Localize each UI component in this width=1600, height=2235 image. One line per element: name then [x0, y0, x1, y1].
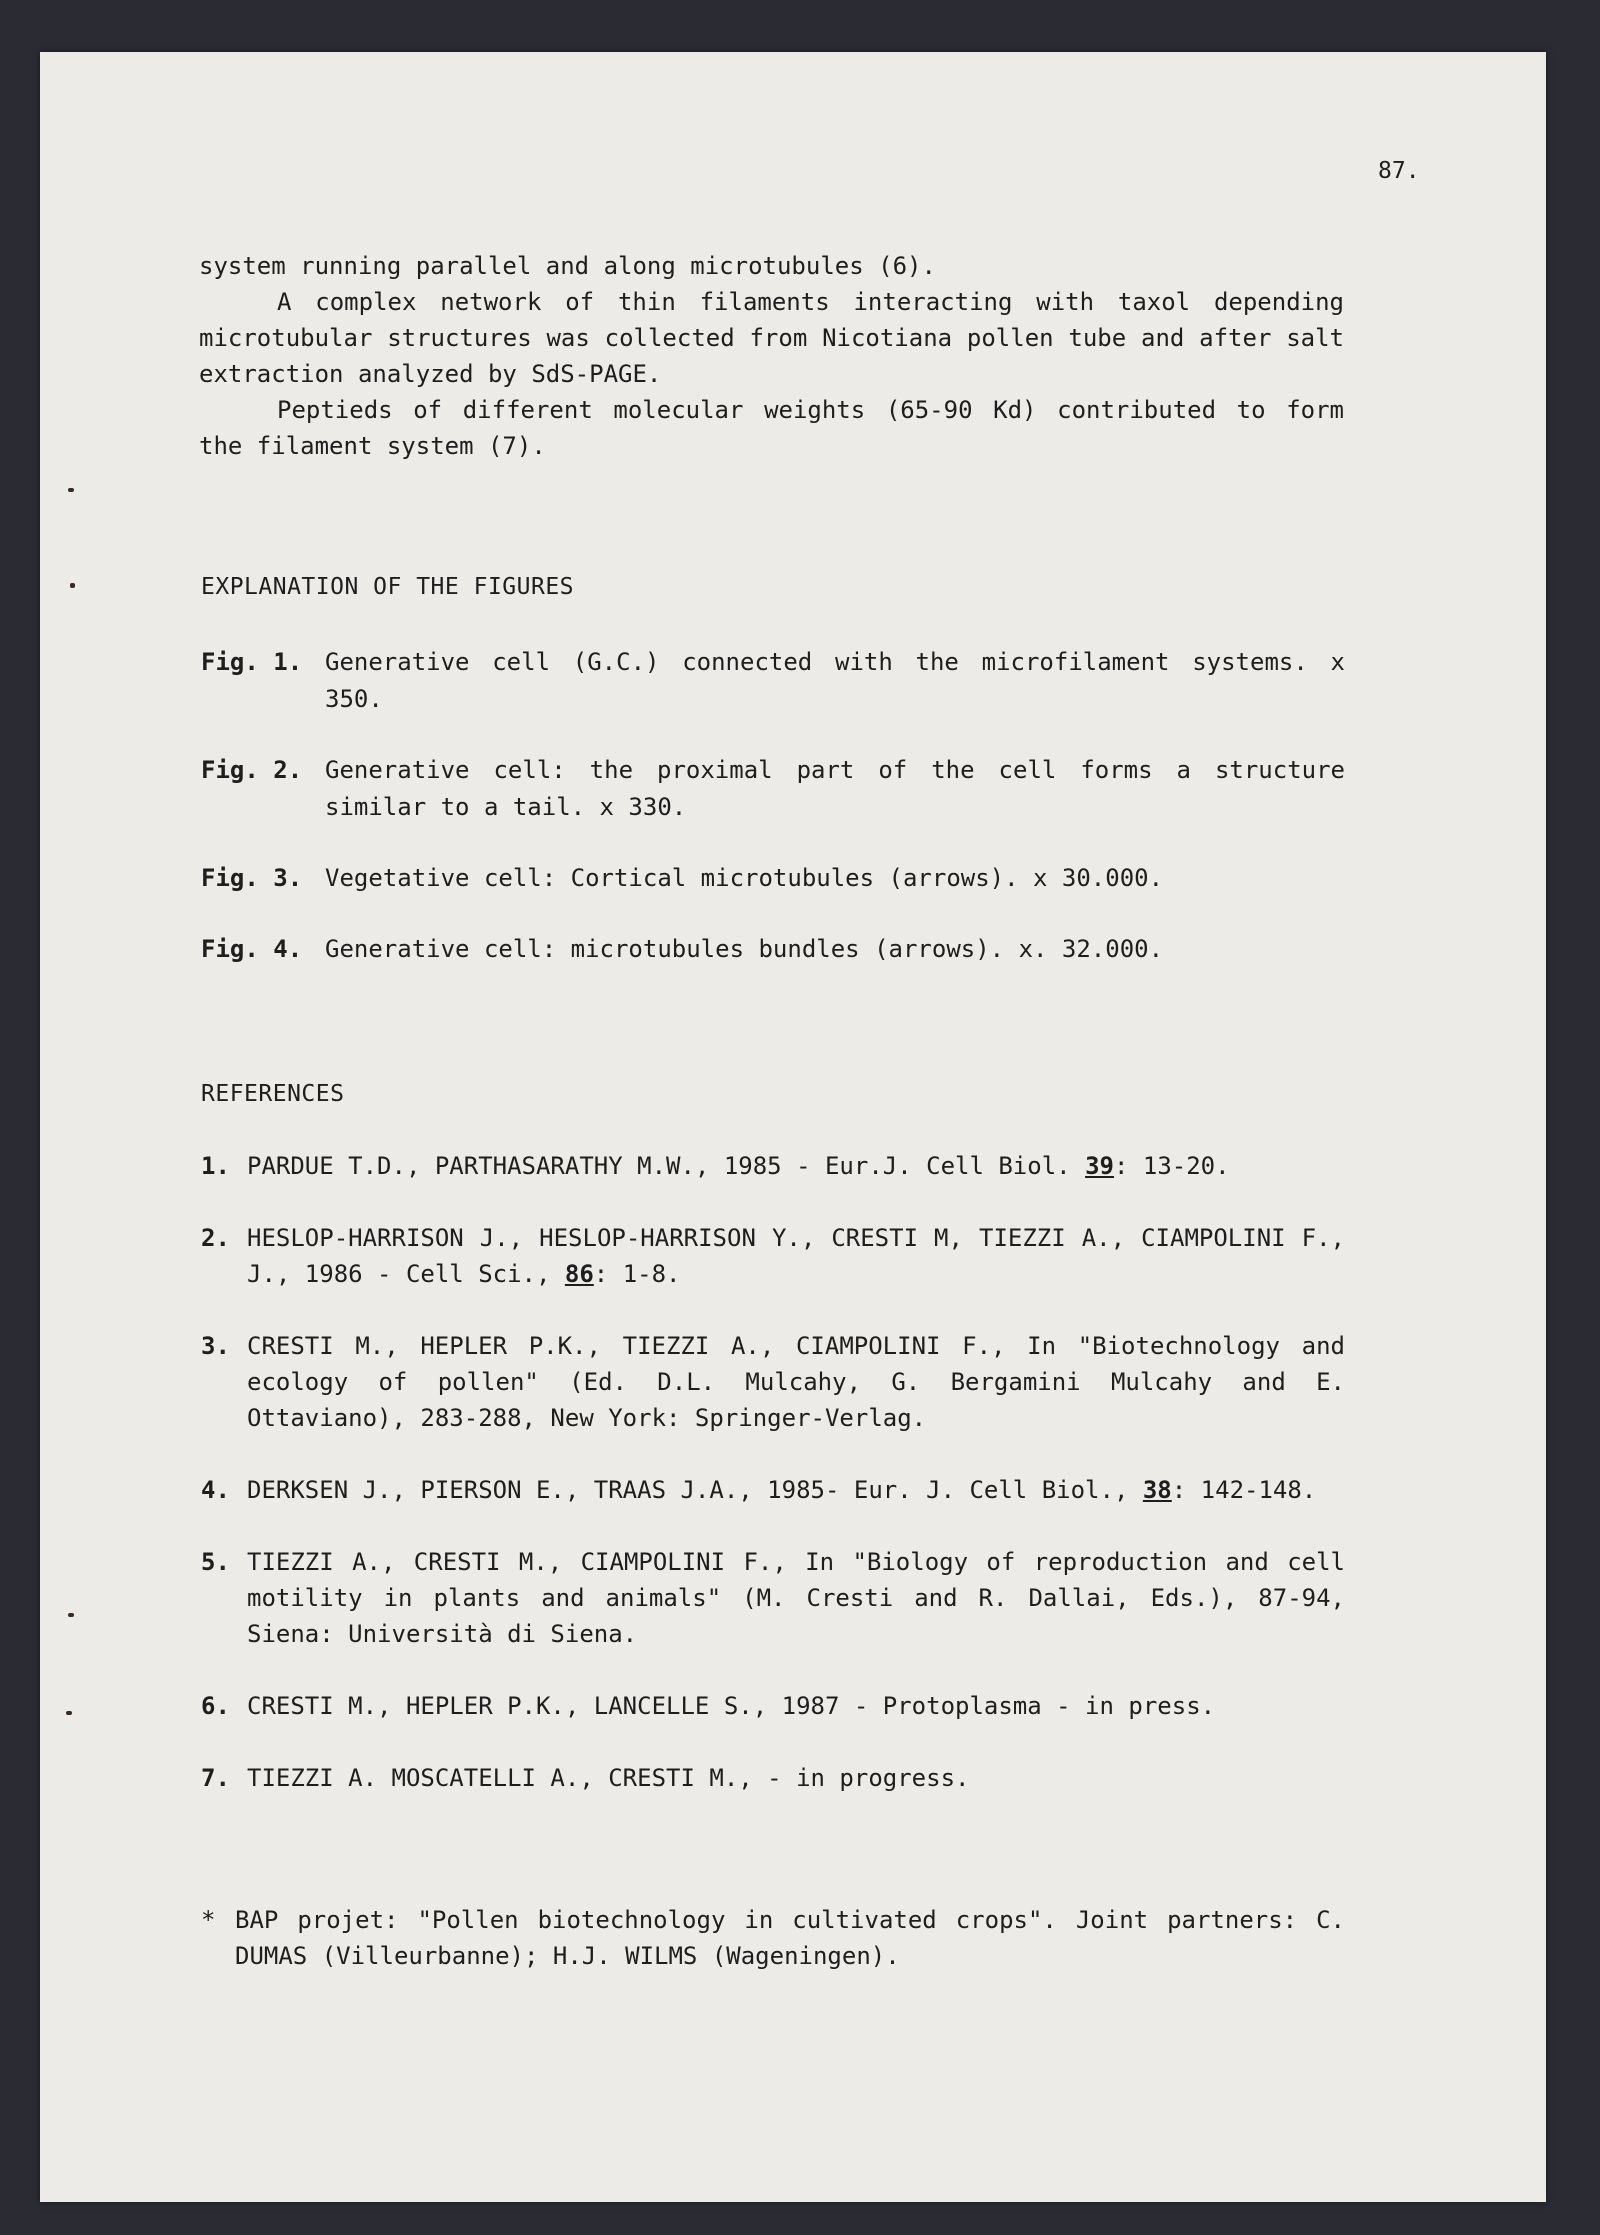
reference-text [247, 1760, 1345, 1796]
page-number: 87. [1378, 158, 1420, 184]
reference-number: 3. [201, 1332, 230, 1360]
reference-text [247, 1220, 1345, 1292]
reference-number: 7. [201, 1764, 230, 1792]
reference-volume: 38 [1142, 1476, 1172, 1504]
reference-text [247, 1148, 1345, 1184]
reference-number: 2. [201, 1224, 230, 1252]
references-heading: REFERENCES [201, 1081, 345, 1107]
scan-mark [68, 1613, 74, 1617]
reference-item [201, 1544, 1345, 1652]
reference-pages: : 142-148. [1171, 1476, 1317, 1504]
reference-item [201, 1220, 1345, 1292]
reference-body: CRESTI M., HEPLER P.K., TIEZZI A., CIAMPOLINI F., In "Biotechnology and ecology of pollen" (Ed. D.L. Mulcahy, G. Bergamini Mulcahy and E. Ottaviano), 283-288, New York: Springer-Verlag. [247, 1332, 1345, 1432]
figure-caption: Generative cell (G.C.) connected with the microfilament systems. x 350. [325, 648, 1345, 713]
reference-body: HESLOP-HARRISON J., HESLOP-HARRISON Y., CRESTI M, TIEZZI A., CIAMPOLINI F., J., 1986 - Cell Sci., [247, 1224, 1345, 1288]
footnote [201, 1902, 1345, 1974]
scan-mark [68, 488, 74, 492]
figure-caption: Generative cell: microtubules bundles (arrows). x. 32.000. [325, 935, 1164, 963]
reference-pages: : 13-20. [1113, 1152, 1230, 1180]
figure-item [201, 931, 1345, 968]
reference-body: CRESTI M., HEPLER P.K., LANCELLE S., 1987 - Protoplasma - in press. [247, 1692, 1216, 1720]
reference-text [247, 1472, 1345, 1508]
body-paragraph: A complex network of thin filaments interacting with taxol depending microtubular structures was collected from Nicotiana pollen tube and after salt extraction analyzed by SdS-PAGE. [199, 288, 1344, 388]
reference-number: 5. [201, 1548, 230, 1576]
figure-label: Fig. 3. [201, 864, 303, 892]
reference-body: TIEZZI A. MOSCATELLI A., CRESTI M., - in progress. [247, 1764, 970, 1792]
footnote-marker: * [201, 1906, 216, 1934]
figures-heading: EXPLANATION OF THE FIGURES [201, 574, 575, 600]
figure-item [201, 860, 1345, 897]
scan-mark [66, 1711, 72, 1715]
reference-volume: 86 [564, 1260, 594, 1288]
reference-item [201, 1328, 1345, 1436]
figure-caption: Generative cell: the proximal part of the cell forms a structure similar to a tail. x 330. [325, 756, 1345, 821]
reference-number: 1. [201, 1152, 230, 1180]
reference-item [201, 1148, 1345, 1184]
reference-item [201, 1760, 1345, 1796]
figure-label: Fig. 2. [201, 756, 303, 784]
figure-caption: Vegetative cell: Cortical microtubules (arrows). x 30.000. [325, 864, 1164, 892]
body-text [199, 248, 1344, 464]
reference-text [247, 1328, 1345, 1436]
figure-item [201, 644, 1345, 718]
figure-list [201, 644, 1345, 1002]
reference-item [201, 1688, 1345, 1724]
body-paragraph: system running parallel and along microtubules (6). [199, 252, 936, 280]
reference-number: 4. [201, 1476, 230, 1504]
reference-number: 6. [201, 1692, 230, 1720]
reference-volume: 39 [1085, 1152, 1114, 1180]
footnote-text: BAP projet: "Pollen biotechnology in cultivated crops". Joint partners: C. DUMAS (Villeurbanne); H.J. WILMS (Wageningen). [235, 1906, 1345, 1970]
figure-label: Fig. 1. [201, 648, 303, 676]
reference-list [201, 1148, 1345, 1832]
figure-label: Fig. 4. [201, 935, 303, 963]
reference-pages: : 1-8. [593, 1260, 681, 1288]
reference-body: PARDUE T.D., PARTHASARATHY M.W., 1985 - Eur.J. Cell Biol. [247, 1152, 1086, 1180]
reference-body: DERKSEN J., PIERSON E., TRAAS J.A., 1985- Eur. J. Cell Biol., [247, 1476, 1143, 1504]
figure-item [201, 752, 1345, 826]
reference-item [201, 1472, 1345, 1508]
reference-body: TIEZZI A., CRESTI M., CIAMPOLINI F., In "Biology of reproduction and cell motility in plants and animals" (M. Cresti and R. Dallai, Eds.), 87-94, Siena: Università di Siena. [247, 1548, 1345, 1648]
reference-text [247, 1688, 1345, 1724]
scan-mark [70, 583, 75, 588]
body-paragraph: Peptieds of different molecular weights (65-90 Kd) contributed to form the filament system (7). [199, 396, 1344, 460]
reference-text [247, 1544, 1345, 1652]
